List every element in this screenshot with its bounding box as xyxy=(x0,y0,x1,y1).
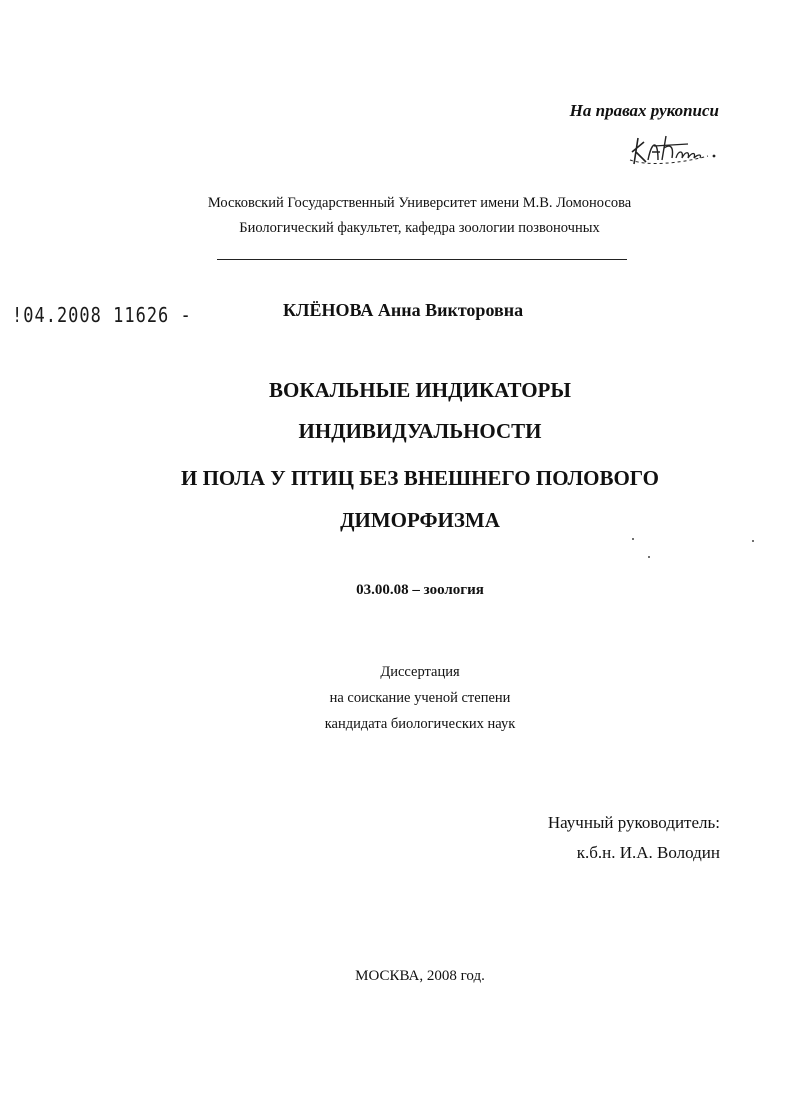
archive-stamp: !04.2008 11626 - xyxy=(12,304,192,328)
handwritten-signature xyxy=(628,130,720,170)
title-line-3: И ПОЛА У ПТИЦ БЕЗ ВНЕШНЕГО ПОЛОВОГО xyxy=(181,466,659,490)
dissertation-line-3: кандидата биологических наук xyxy=(324,716,516,732)
dissertation-line-1: Диссертация xyxy=(380,664,460,680)
scan-speck xyxy=(632,538,634,540)
rights-label: На правах рукописи xyxy=(569,101,719,120)
title-line-4: ДИМОРФИЗМА xyxy=(340,508,500,532)
supervisor-label: Научный руководитель: xyxy=(547,813,720,832)
dissertation-line-2: на соискание ученой степени xyxy=(329,690,511,706)
author-name: КЛЁНОВА Анна Викторовна xyxy=(283,300,524,320)
title-line-1: ВОКАЛЬНЫЕ ИНДИКАТОРЫ xyxy=(269,378,571,402)
university-name: Московский Государственный Университет имени М.В. Ломоносова xyxy=(207,195,632,211)
faculty-name: Биологический факультет, кафедра зоологии позвоночных xyxy=(239,220,600,236)
divider-line xyxy=(217,259,627,260)
city-year: МОСКВА, 2008 год. xyxy=(355,968,485,984)
supervisor-name: к.б.н. И.А. Володин xyxy=(576,843,720,862)
title-line-2: ИНДИВИДУАЛЬНОСТИ xyxy=(298,419,542,443)
scan-speck xyxy=(648,556,650,558)
scan-speck xyxy=(752,540,754,542)
specialty-code: 03.00.08 – зоология xyxy=(356,582,484,598)
